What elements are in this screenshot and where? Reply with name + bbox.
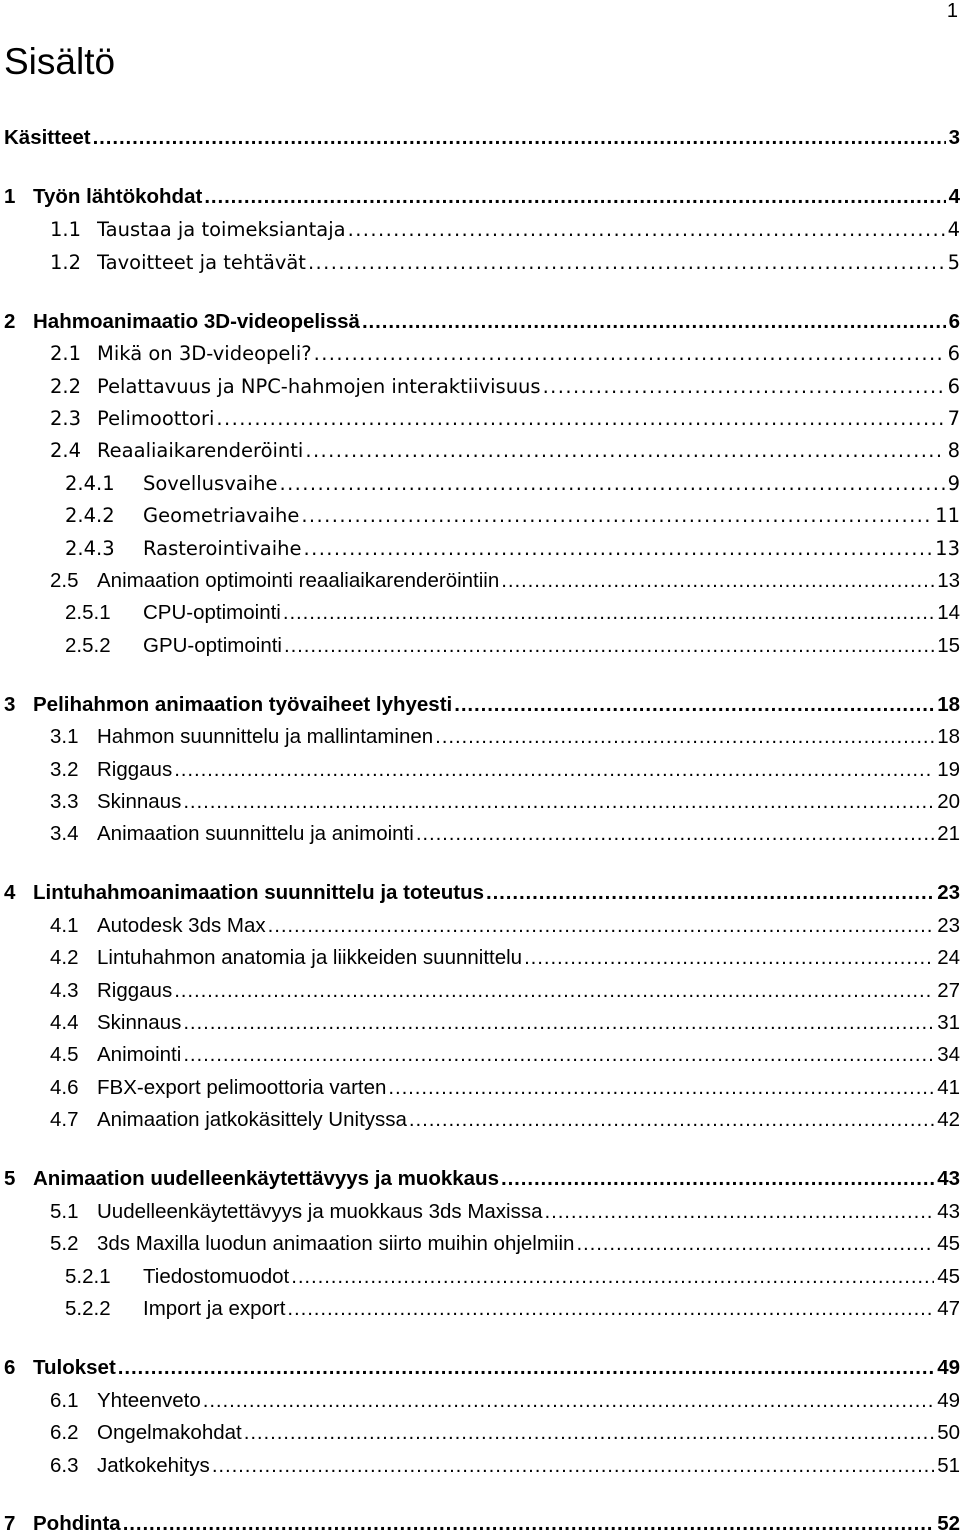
toc-entry[interactable] (0, 1075, 960, 1101)
dot-leader (268, 913, 935, 939)
toc-entry-number: 1.2 (50, 251, 82, 274)
toc-entry-number: 5.2.1 (65, 1265, 111, 1288)
dot-leader (287, 1296, 934, 1322)
toc-entry[interactable] (0, 1420, 960, 1446)
toc-entry-label: Sovellusvaihe (143, 472, 278, 495)
toc-entry-label: Reaaliaikarenderöinti (97, 439, 304, 462)
dot-leader (454, 692, 934, 718)
toc-entry[interactable] (0, 184, 960, 210)
toc-entry[interactable] (0, 600, 960, 626)
toc-entry-number: 2.5 (50, 569, 79, 592)
toc-entry[interactable] (0, 1199, 960, 1225)
toc-entry-number: 4.7 (50, 1108, 79, 1131)
toc-entry-page: 31 (937, 1011, 960, 1034)
toc-entry-page: 20 (937, 790, 960, 813)
toc-entry-label: Hahmon suunnittelu ja mallintaminen (97, 725, 434, 748)
dot-leader (118, 1355, 934, 1381)
toc-entry-number: 2.4.1 (65, 472, 115, 495)
toc-entry-number: 7 (4, 1512, 16, 1535)
dot-leader (305, 438, 944, 464)
dot-leader (203, 1388, 934, 1414)
toc-entry-label: Jatkokehitys (97, 1454, 210, 1477)
toc-entry-number: 5 (4, 1167, 16, 1190)
toc-entry-number: 2.5.2 (65, 634, 111, 657)
toc-entry-page: 42 (937, 1108, 960, 1131)
toc-entry-label: Animaation suunnittelu ja animointi (97, 822, 414, 845)
toc-entry[interactable] (0, 309, 960, 335)
toc-entry-page: 52 (937, 1512, 960, 1535)
toc-entry[interactable] (0, 724, 960, 750)
toc-entry-page: 49 (937, 1356, 960, 1379)
toc-entry-label: Lintuhahmoanimaation suunnittelu ja toteutus (33, 881, 484, 904)
toc-entry-number: 6.2 (50, 1421, 79, 1444)
dot-leader (123, 1511, 935, 1537)
toc-entry-number: 2.2 (50, 375, 82, 398)
toc-entry-page: 47 (937, 1297, 960, 1320)
toc-entry-label: Import ja export (143, 1297, 286, 1320)
dot-leader (314, 341, 945, 367)
toc-entry-label: 3ds Maxilla luodun animaation siirto muihin ohjelmiin (97, 1232, 575, 1255)
toc-entry[interactable] (0, 503, 960, 529)
dot-leader (416, 821, 934, 847)
toc-entry-number: 2.5.1 (65, 601, 111, 624)
toc-entry-page: 23 (937, 881, 960, 904)
toc-entry[interactable] (0, 1010, 960, 1036)
toc-entry-label: Riggaus (97, 758, 173, 781)
page-number: 1 (946, 0, 958, 22)
toc-entry[interactable] (0, 1511, 960, 1537)
toc-entry-number: 3 (4, 693, 16, 716)
toc-entry-number: 4.1 (50, 914, 79, 937)
dot-leader (308, 250, 945, 276)
toc-entry[interactable] (0, 789, 960, 815)
toc-entry-label: Hahmoanimaatio 3D-videopelissä (33, 310, 360, 333)
toc-entry-page: 18 (937, 725, 960, 748)
toc-entry-label: Animaation uudelleenkäytettävyys ja muokkaus (33, 1167, 499, 1190)
dot-leader (388, 1075, 934, 1101)
toc-entry-page: 8 (947, 439, 960, 462)
toc-entry[interactable] (0, 438, 960, 464)
dot-leader (283, 600, 934, 626)
toc-entry-label: FBX-export pelimoottoria varten (97, 1076, 387, 1099)
dot-leader (301, 503, 932, 529)
toc-entry-label: Animointi (97, 1043, 182, 1066)
toc-entry-number: 4.5 (50, 1043, 79, 1066)
toc-entry-page: 51 (937, 1454, 960, 1477)
toc-entry-page: 49 (937, 1389, 960, 1412)
dot-leader (183, 1010, 934, 1036)
toc-entry[interactable] (0, 406, 960, 432)
toc-entry-label: Pelihahmon animaation työvaiheet lyhyesti (33, 693, 453, 716)
toc-entry-page: 41 (937, 1076, 960, 1099)
toc-entry-label: Animaation optimointi reaaliaikarenderöintiin (97, 569, 500, 592)
toc-entry-label: Uudelleenkäytettävyys ja muokkaus 3ds Maxissa (97, 1200, 543, 1223)
toc-entry[interactable] (0, 1264, 960, 1290)
toc-entry-page: 7 (947, 407, 960, 430)
toc-entry-page: 6 (948, 310, 960, 333)
toc-entry-label: Tiedostomuodot (143, 1265, 290, 1288)
toc-entry-number: 5.2.2 (65, 1297, 111, 1320)
toc-entry[interactable] (0, 633, 960, 659)
dot-leader (362, 309, 946, 335)
toc-entry[interactable] (0, 536, 960, 562)
toc-entry-page: 43 (937, 1200, 960, 1223)
toc-entry-number: 2 (4, 310, 16, 333)
toc-entry-number: 3.2 (50, 758, 79, 781)
dot-leader (174, 757, 934, 783)
toc-entry-label: Pelimoottori (97, 407, 215, 430)
toc-entry-page: 6 (947, 342, 960, 365)
toc-entry-page: 24 (937, 946, 960, 969)
toc-entry-label: Skinnaus (97, 1011, 182, 1034)
toc-entry-number: 5.2 (50, 1232, 79, 1255)
toc-entry[interactable] (0, 757, 960, 783)
toc-entry[interactable] (0, 1296, 960, 1322)
toc-entry-number: 2.4 (50, 439, 82, 462)
toc-entry-number: 3.1 (50, 725, 79, 748)
toc-entry-number: 6.1 (50, 1389, 79, 1412)
toc-entry-number: 2.4.3 (65, 537, 115, 560)
dot-leader (576, 1231, 934, 1257)
toc-entry-label: Ongelmakohdat (97, 1421, 242, 1444)
toc-entry-page: 4 (947, 218, 960, 241)
dot-leader (183, 1042, 934, 1068)
toc-entry-label: Lintuhahmon anatomia ja liikkeiden suunnittelu (97, 946, 523, 969)
toc-entry[interactable] (0, 1107, 960, 1133)
toc-entry-page: 18 (937, 693, 960, 716)
toc-entry-page: 3 (948, 126, 960, 149)
toc-entry-page: 13 (937, 569, 960, 592)
toc-entry-number: 2.3 (50, 407, 82, 430)
toc-entry-label: CPU-optimointi (143, 601, 281, 624)
toc-entry-number: 2.4.2 (65, 504, 115, 527)
dot-leader (204, 184, 945, 210)
toc-entry-number: 4 (4, 881, 16, 904)
dot-leader (183, 789, 934, 815)
dot-leader (291, 1264, 934, 1290)
dot-leader (486, 880, 934, 906)
toc-entry-page: 19 (937, 758, 960, 781)
dot-leader (348, 217, 945, 243)
toc-entry-number: 4.6 (50, 1076, 79, 1099)
toc-entry[interactable] (0, 1388, 960, 1414)
toc-entry-label: Mikä on 3D-videopeli? (97, 342, 312, 365)
toc-entry-page: 9 (947, 472, 960, 495)
toc-entry-page: 6 (947, 375, 960, 398)
toc-entry-page: 34 (937, 1043, 960, 1066)
toc-entry-label: Käsitteet (4, 126, 91, 149)
toc-entry-label: Tulokset (33, 1356, 116, 1379)
toc-entry[interactable] (0, 374, 960, 400)
toc-entry[interactable] (0, 913, 960, 939)
toc-entry-page: 11 (935, 504, 960, 527)
toc-entry[interactable] (0, 1453, 960, 1479)
toc-entry[interactable] (0, 821, 960, 847)
toc-entry[interactable] (0, 341, 960, 367)
toc-entry-page: 45 (937, 1232, 960, 1255)
toc-entry-label: Pohdinta (33, 1512, 121, 1535)
dot-leader (93, 125, 946, 151)
dot-leader (501, 568, 934, 594)
dot-leader (304, 536, 933, 562)
toc-entry-number: 1.1 (50, 218, 82, 241)
dot-leader (501, 1166, 934, 1192)
toc-entry-page: 45 (937, 1265, 960, 1288)
toc-entry-number: 3.3 (50, 790, 79, 813)
dot-leader (409, 1107, 934, 1133)
dot-leader (244, 1420, 934, 1446)
dot-leader (284, 633, 934, 659)
toc-entry[interactable] (0, 692, 960, 718)
toc-entry-page: 27 (937, 979, 960, 1002)
dot-leader (212, 1453, 934, 1479)
toc-entry-number: 5.1 (50, 1200, 79, 1223)
toc-entry-label: Autodesk 3ds Max (97, 914, 266, 937)
toc-entry-page: 21 (937, 822, 960, 845)
dot-leader (524, 945, 934, 971)
toc-entry-number: 1 (4, 185, 16, 208)
toc-entry-label: Työn lähtökohdat (33, 185, 203, 208)
dot-leader (435, 724, 934, 750)
page-title: Sisältö (4, 41, 116, 82)
toc-entry-page: 13 (935, 537, 960, 560)
toc-entry-label: Rasterointivaihe (143, 537, 302, 560)
dot-leader (216, 406, 944, 432)
toc-entry-label: GPU-optimointi (143, 634, 282, 657)
dot-leader (279, 471, 944, 497)
toc-entry-page: 23 (937, 914, 960, 937)
toc-entry-number: 6.3 (50, 1454, 79, 1477)
toc-entry[interactable] (0, 945, 960, 971)
toc-entry-label: Riggaus (97, 979, 173, 1002)
toc-entry[interactable] (0, 880, 960, 906)
toc-entry[interactable] (0, 1355, 960, 1381)
dot-leader (543, 374, 945, 400)
toc-entry-number: 4.3 (50, 979, 79, 1002)
toc-entry[interactable] (0, 125, 960, 151)
toc-entry[interactable] (0, 217, 960, 243)
toc-entry-number: 2.1 (50, 342, 82, 365)
toc-entry[interactable] (0, 1231, 960, 1257)
toc-entry[interactable] (0, 1042, 960, 1068)
toc-entry-label: Pelattavuus ja NPC-hahmojen interaktiivisuus (97, 375, 541, 398)
toc-entry-page: 5 (947, 251, 960, 274)
toc-entry-number: 4.4 (50, 1011, 79, 1034)
toc-entry-label: Yhteenveto (97, 1389, 201, 1412)
toc-entry-label: Skinnaus (97, 790, 182, 813)
toc-entry-number: 6 (4, 1356, 16, 1379)
toc-entry-page: 14 (937, 601, 960, 624)
toc-entry-label: Geometriavaihe (143, 504, 300, 527)
toc-entry-label: Animaation jatkokäsittely Unityssa (97, 1108, 407, 1131)
toc-entry-page: 4 (948, 185, 960, 208)
dot-leader (174, 978, 934, 1004)
toc-entry-page: 50 (937, 1421, 960, 1444)
toc-entry-page: 15 (937, 634, 960, 657)
toc-entry[interactable] (0, 978, 960, 1004)
toc-entry-number: 3.4 (50, 822, 79, 845)
toc-entry[interactable] (0, 250, 960, 276)
toc-entry-number: 4.2 (50, 946, 79, 969)
toc-entry-page: 43 (937, 1167, 960, 1190)
dot-leader (545, 1199, 935, 1225)
toc-entry[interactable] (0, 471, 960, 497)
toc-entry-label: Tavoitteet ja tehtävät (97, 251, 306, 274)
toc-entry[interactable] (0, 568, 960, 594)
toc-entry-label: Taustaa ja toimeksiantaja (97, 218, 346, 241)
toc-entry[interactable] (0, 1166, 960, 1192)
